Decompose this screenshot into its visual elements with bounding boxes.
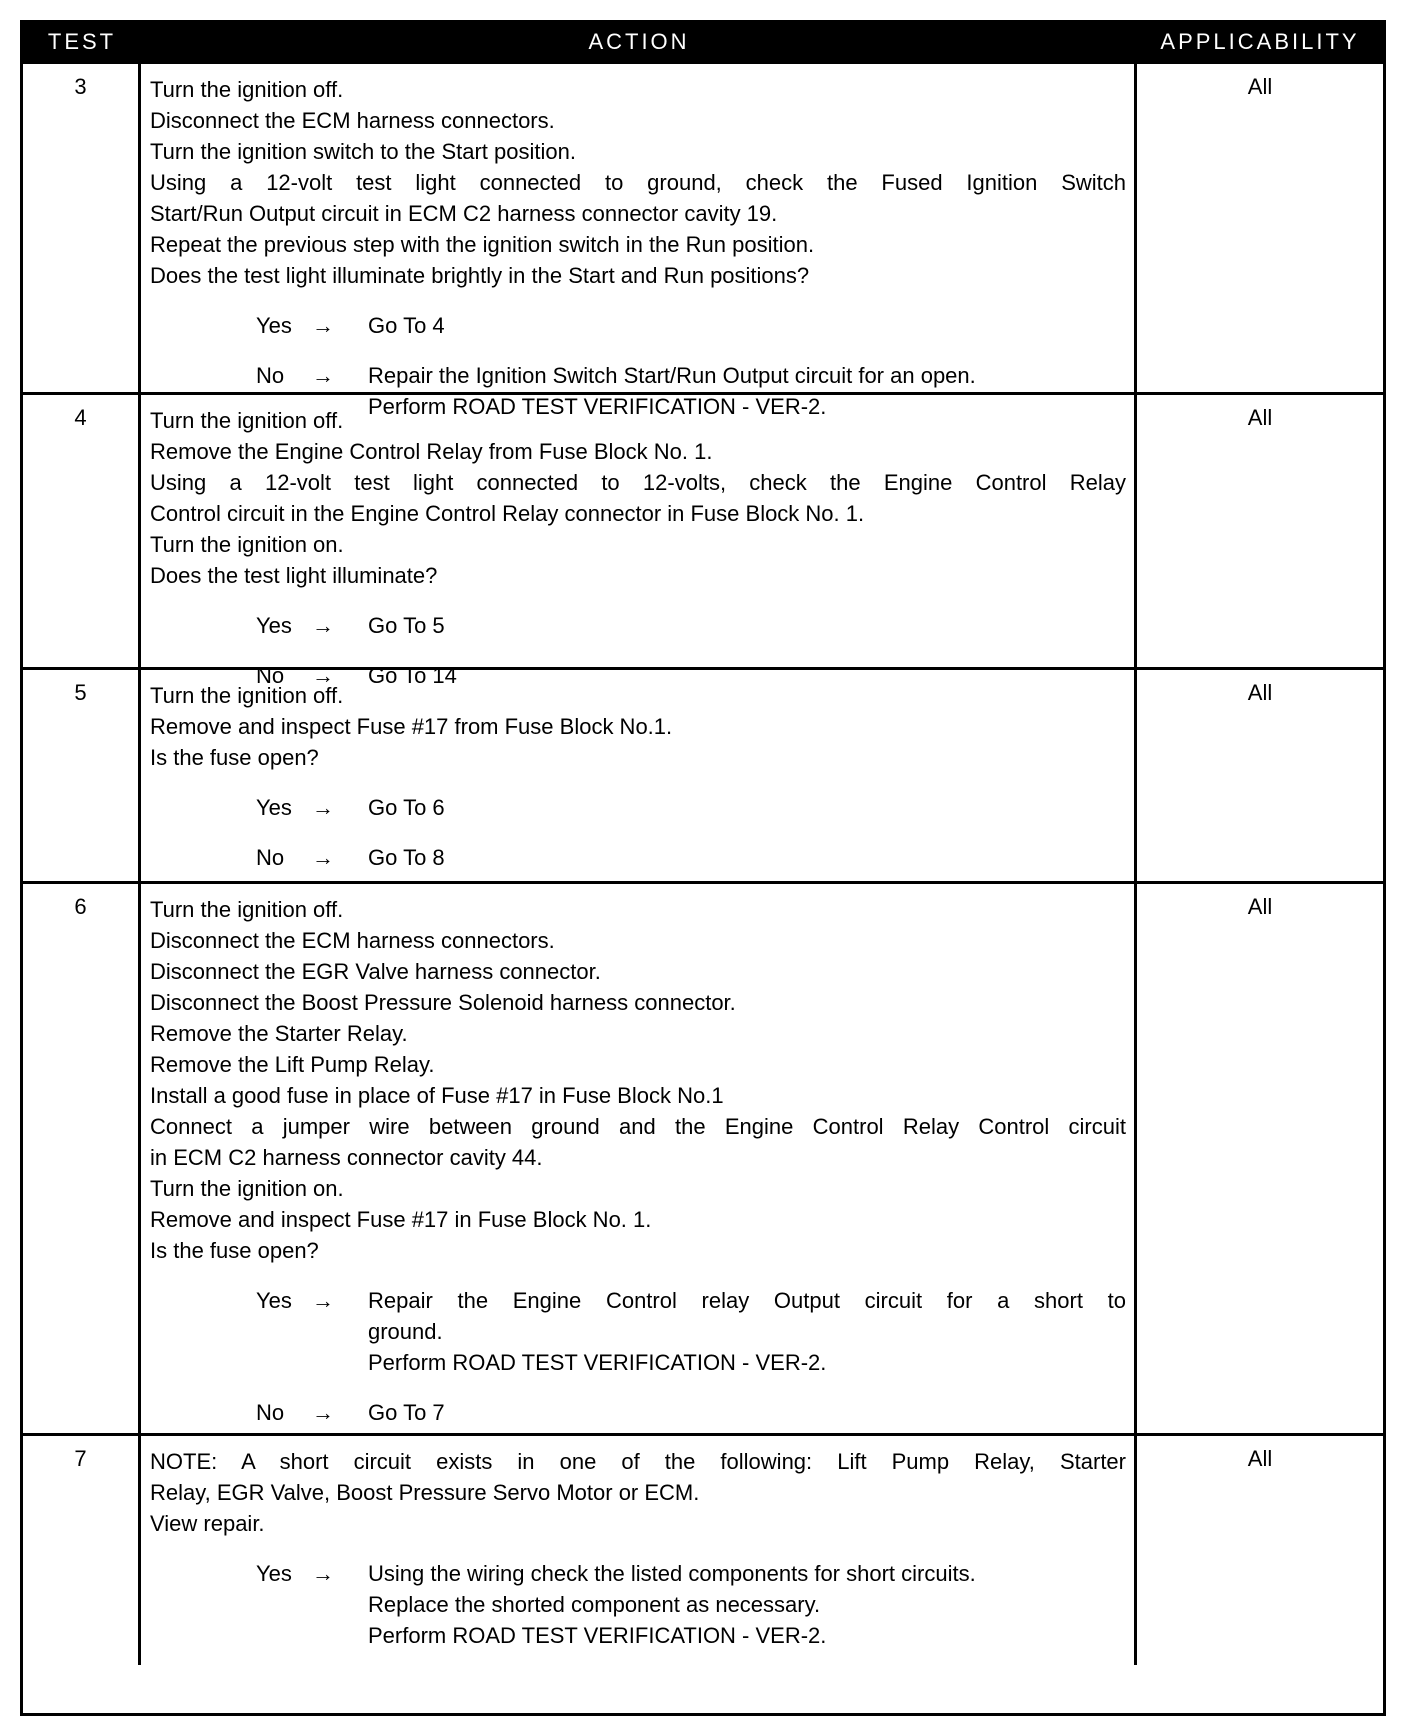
test-number: 5 <box>23 670 141 881</box>
yes-label: Yes <box>256 1288 292 1313</box>
action-line: Remove and inspect Fuse #17 from Fuse Block No.1. <box>150 714 673 739</box>
result-line: Go To 14 <box>368 663 457 688</box>
action-line: Install a good fuse in place of Fuse #17 in Fuse Block No.1 <box>150 1083 724 1108</box>
test-number: 7 <box>23 1436 141 1665</box>
test-number: 6 <box>23 884 141 1433</box>
action-line: Start/Run Output circuit in ECM C2 harness connector cavity 19. <box>150 201 778 226</box>
result-line: Go To 6 <box>368 795 445 820</box>
action-cell <box>141 1436 1137 1665</box>
table-row <box>23 61 1383 419</box>
result-line: Repair the Ignition Switch Start/Run Output circuit for an open. <box>368 363 976 388</box>
yes-result <box>368 1285 1126 1378</box>
yes-option <box>256 610 1126 641</box>
arrow-right-icon: → <box>312 663 334 688</box>
result-line: Go To 5 <box>368 613 445 638</box>
action-line: Relay, EGR Valve, Boost Pressure Servo Motor or ECM. <box>150 1480 700 1505</box>
header-action: ACTION <box>588 29 690 54</box>
yes-option <box>256 310 1126 341</box>
action-line: Control circuit in the Engine Control Relay connector in Fuse Block No. 1. <box>150 501 865 526</box>
action-line: Remove the Lift Pump Relay. <box>150 1052 435 1077</box>
table-row <box>23 392 1383 688</box>
arrow-right-icon: → <box>312 1561 334 1586</box>
action-line: Is the fuse open? <box>150 1238 319 1263</box>
no-label: No <box>256 663 285 688</box>
action-line: Connect a jumper wire between ground and the Engine Control Relay Control circuit <box>150 1114 1126 1139</box>
yes-result <box>368 1558 1126 1651</box>
action-line: Disconnect the ECM harness connectors. <box>150 928 555 953</box>
action-line: Does the test light illuminate? <box>150 563 438 588</box>
yes-label: Yes <box>256 795 292 820</box>
action-line: Is the fuse open? <box>150 745 319 770</box>
applicability-cell: All <box>1247 1446 1273 1471</box>
result-line: Replace the shorted component as necessary. <box>368 1592 821 1617</box>
result-line: Perform ROAD TEST VERIFICATION - VER-2. <box>368 394 827 419</box>
no-label: No <box>256 1400 285 1425</box>
no-option <box>256 1397 1126 1428</box>
test-number: 4 <box>23 395 141 667</box>
action-line: Turn the ignition off. <box>150 77 344 102</box>
action-cell <box>141 64 1137 419</box>
action-cell <box>141 395 1137 688</box>
arrow-right-icon: → <box>312 313 334 338</box>
no-result <box>368 842 1126 873</box>
action-line: Remove the Engine Control Relay from Fuse Block No. 1. <box>150 439 713 464</box>
no-label: No <box>256 845 285 870</box>
table-header <box>23 23 1383 61</box>
arrow-right-icon: → <box>312 845 334 870</box>
header-applicability: APPLICABILITY <box>1160 29 1360 54</box>
result-line: Go To 7 <box>368 1400 445 1425</box>
table-row <box>23 667 1383 881</box>
arrow-right-icon: → <box>312 1400 334 1425</box>
action-line: in ECM C2 harness connector cavity 44. <box>150 1145 543 1170</box>
applicability-cell: All <box>1247 894 1273 919</box>
yes-result <box>368 310 1126 341</box>
action-line: Turn the ignition off. <box>150 897 344 922</box>
applicability-cell: All <box>1247 680 1273 705</box>
action-line: Does the test light illuminate brightly in the Start and Run positions? <box>150 263 810 288</box>
action-line: Turn the ignition on. <box>150 1176 344 1201</box>
diagnostic-table <box>20 20 1386 1716</box>
action-cell <box>141 670 1137 881</box>
yes-label: Yes <box>256 613 292 638</box>
result-line: Using the wiring check the listed components for short circuits. <box>368 1561 976 1586</box>
action-line: Repeat the previous step with the ignition switch in the Run position. <box>150 232 815 257</box>
result-line: Perform ROAD TEST VERIFICATION - VER-2. <box>368 1350 827 1375</box>
yes-result <box>368 610 1126 641</box>
arrow-right-icon: → <box>312 363 334 388</box>
yes-label: Yes <box>256 313 292 338</box>
action-line: View repair. <box>150 1511 265 1536</box>
arrow-right-icon: → <box>312 795 334 820</box>
action-line: Turn the ignition on. <box>150 532 344 557</box>
action-line: Remove the Starter Relay. <box>150 1021 408 1046</box>
result-line: ground. <box>368 1319 443 1344</box>
table-row <box>23 881 1383 1433</box>
action-line: Remove and inspect Fuse #17 in Fuse Block No. 1. <box>150 1207 652 1232</box>
result-line: Go To 8 <box>368 845 445 870</box>
arrow-right-icon: → <box>312 613 334 638</box>
action-line: Turn the ignition switch to the Start position. <box>150 139 576 164</box>
arrow-right-icon: → <box>312 1288 334 1313</box>
no-option <box>256 842 1126 873</box>
action-line: Using a 12-volt test light connected to ground, check the Fused Ignition Switch <box>150 170 1126 195</box>
result-line: Go To 4 <box>368 313 445 338</box>
yes-label: Yes <box>256 1561 292 1586</box>
action-line: Disconnect the EGR Valve harness connector. <box>150 959 601 984</box>
applicability-cell: All <box>1247 74 1273 99</box>
table-row <box>23 1433 1383 1665</box>
action-line: Turn the ignition off. <box>150 408 344 433</box>
result-line: Repair the Engine Control relay Output circuit for a short to <box>368 1288 1126 1313</box>
applicability-cell: All <box>1247 405 1273 430</box>
action-line: Turn the ignition off. <box>150 683 344 708</box>
action-line: Using a 12-volt test light connected to 12-volts, check the Engine Control Relay <box>150 470 1126 495</box>
test-number: 3 <box>23 64 141 392</box>
action-line: Disconnect the Boost Pressure Solenoid harness connector. <box>150 990 736 1015</box>
result-line: Perform ROAD TEST VERIFICATION - VER-2. <box>368 1623 827 1648</box>
yes-option <box>256 1558 1126 1651</box>
action-line: NOTE: A short circuit exists in one of the following: Lift Pump Relay, Starter <box>150 1449 1126 1474</box>
action-line: Disconnect the ECM harness connectors. <box>150 108 555 133</box>
yes-option <box>256 792 1126 823</box>
yes-option <box>256 1285 1126 1378</box>
header-test: TEST <box>47 29 117 54</box>
action-cell <box>141 884 1137 1433</box>
yes-result <box>368 792 1126 823</box>
no-label: No <box>256 363 285 388</box>
no-result <box>368 1397 1126 1428</box>
